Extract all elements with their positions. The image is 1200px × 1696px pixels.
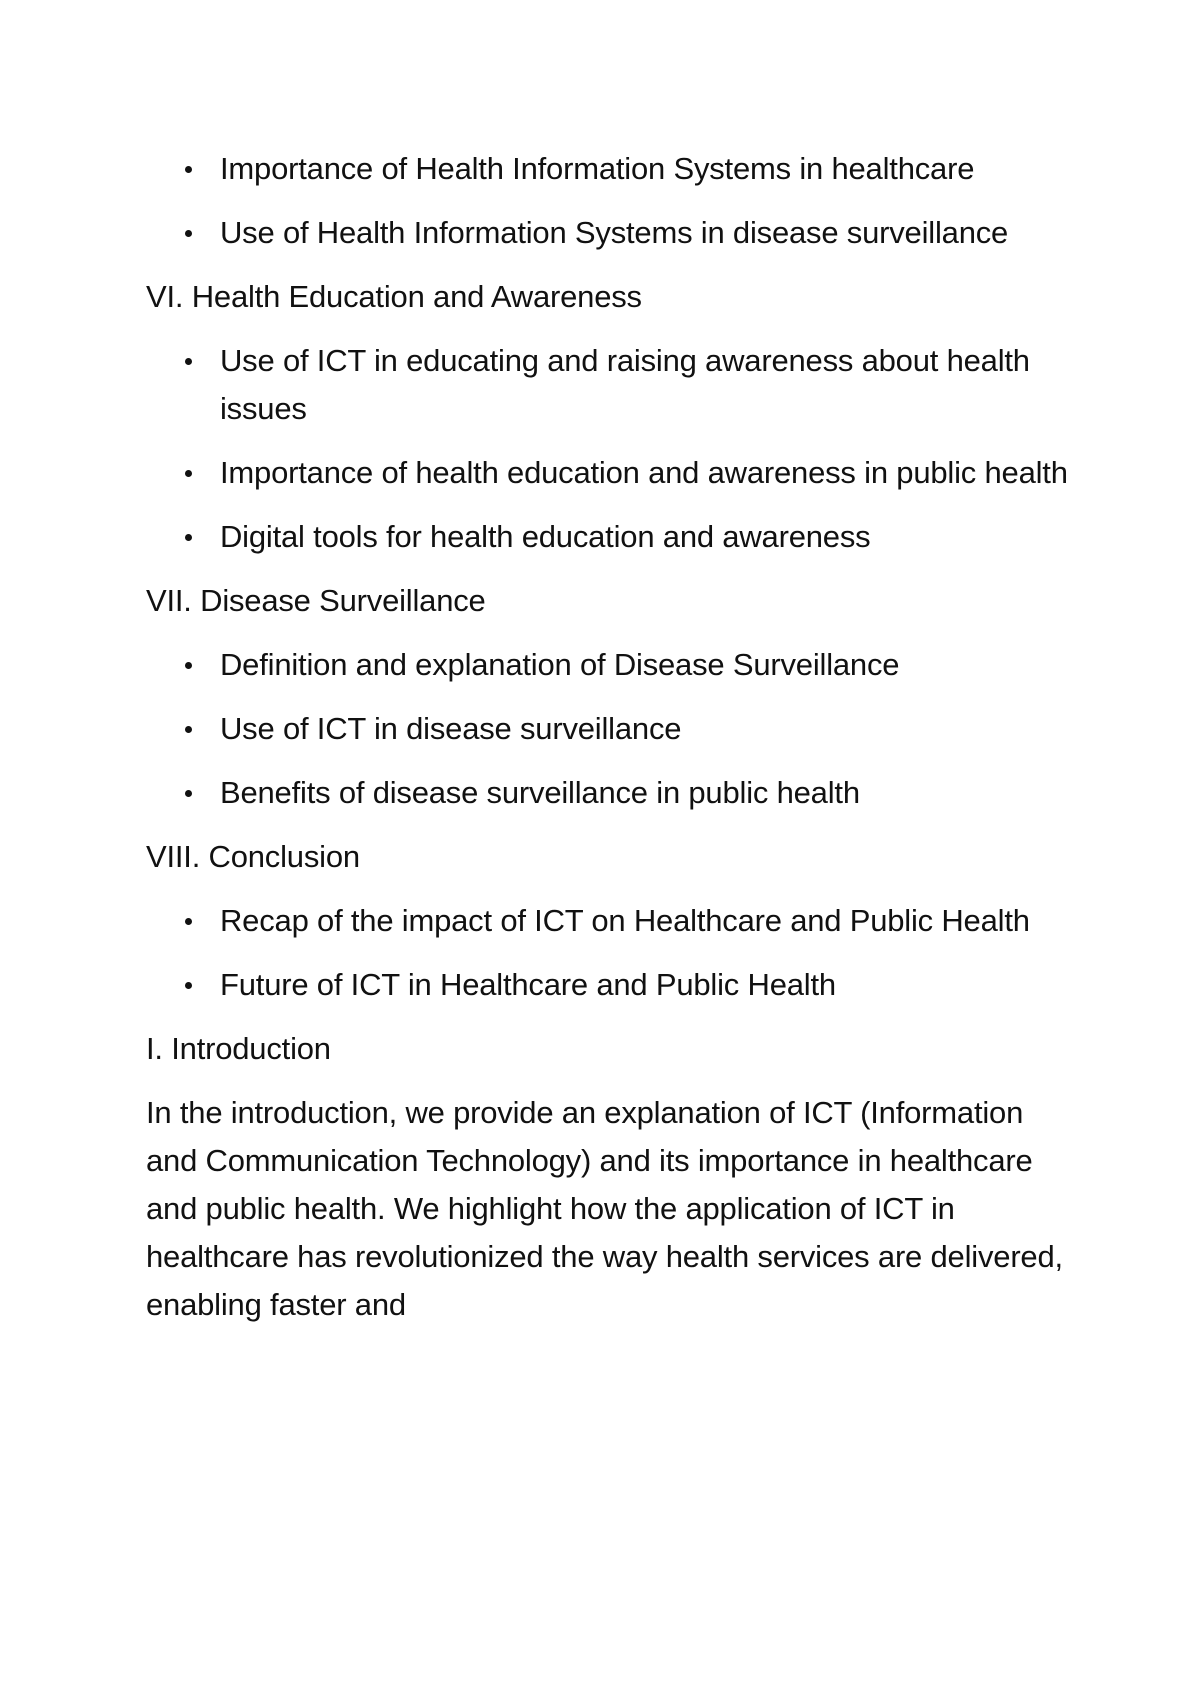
bullet-list-viii bbox=[146, 897, 1076, 1009]
list-item: Use of ICT in educating and raising awareness about health issues bbox=[146, 337, 1076, 433]
list-item: Future of ICT in Healthcare and Public Health bbox=[146, 961, 1076, 1009]
list-item: Use of ICT in disease surveillance bbox=[146, 705, 1076, 753]
list-item: Use of Health Information Systems in disease surveillance bbox=[146, 209, 1076, 257]
bullet-list-vi bbox=[146, 337, 1076, 561]
bullet-list-vii bbox=[146, 641, 1076, 817]
section-heading-vii: VII. Disease Surveillance bbox=[146, 583, 486, 618]
section-heading-viii: VIII. Conclusion bbox=[146, 839, 360, 874]
bullet-list-continued bbox=[146, 145, 1076, 257]
introduction-paragraph: In the introduction, we provide an explanation of ICT (Information and Communication Technology) and its importance in healthcare and public health. We highlight how the application of ICT in healthcare has revolutionized the way health services are delivered, enabling faster and bbox=[146, 1095, 1063, 1322]
section-heading-vi: VI. Health Education and Awareness bbox=[146, 279, 642, 314]
document-body bbox=[146, 145, 1076, 1329]
list-item: Definition and explanation of Disease Surveillance bbox=[146, 641, 1076, 689]
section-heading-introduction: I. Introduction bbox=[146, 1031, 331, 1066]
list-item: Importance of Health Information Systems in healthcare bbox=[146, 145, 1076, 193]
list-item: Benefits of disease surveillance in public health bbox=[146, 769, 1076, 817]
list-item: Importance of health education and awareness in public health bbox=[146, 449, 1076, 497]
list-item: Recap of the impact of ICT on Healthcare and Public Health bbox=[146, 897, 1076, 945]
list-item: Digital tools for health education and awareness bbox=[146, 513, 1076, 561]
